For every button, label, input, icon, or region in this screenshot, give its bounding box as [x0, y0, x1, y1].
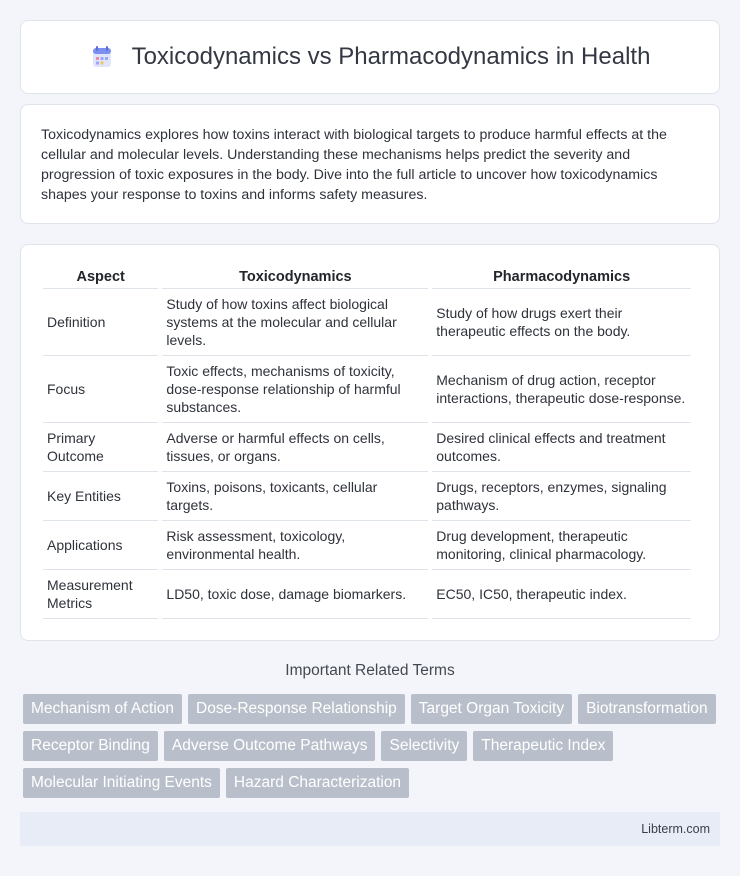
row-aspect: Focus	[43, 356, 158, 423]
related-terms-title: Important Related Terms	[285, 662, 455, 679]
comparison-table	[39, 267, 695, 619]
related-term-tag[interactable]: Target Organ Toxicity	[411, 694, 572, 724]
row-aspect: Definition	[43, 289, 158, 356]
related-term-tag[interactable]: Selectivity	[381, 731, 467, 761]
intro-card	[20, 104, 720, 224]
title-wrap	[90, 43, 651, 71]
header-toxicodynamics: Toxicodynamics	[162, 267, 428, 289]
related-term-tag[interactable]: Molecular Initiating Events	[23, 768, 220, 798]
row-toxicodynamics: Study of how toxins affect biological systems at the molecular and cellular levels.	[162, 289, 428, 356]
table-header-row	[43, 267, 691, 289]
related-term-tag[interactable]: Mechanism of Action	[23, 694, 182, 724]
related-term-tag[interactable]: Therapeutic Index	[473, 731, 613, 761]
row-pharmacodynamics: Desired clinical effects and treatment outcomes.	[432, 423, 691, 472]
row-toxicodynamics: LD50, toxic dose, damage biomarkers.	[162, 570, 428, 619]
row-aspect: Primary Outcome	[43, 423, 158, 472]
related-terms-list	[23, 694, 723, 798]
table-row	[43, 570, 691, 619]
header-card	[20, 20, 720, 94]
calendar-document-icon	[90, 45, 114, 69]
table-row	[43, 289, 691, 356]
row-pharmacodynamics: EC50, IC50, therapeutic index.	[432, 570, 691, 619]
row-pharmacodynamics: Drugs, receptors, enzymes, signaling pathways.	[432, 472, 691, 521]
footer	[20, 812, 720, 846]
header-pharmacodynamics: Pharmacodynamics	[432, 267, 691, 289]
related-term-tag[interactable]: Hazard Characterization	[226, 768, 409, 798]
related-term-tag[interactable]: Adverse Outcome Pathways	[164, 731, 376, 761]
row-aspect: Key Entities	[43, 472, 158, 521]
row-toxicodynamics: Toxins, poisons, toxicants, cellular targets.	[162, 472, 428, 521]
row-toxicodynamics: Risk assessment, toxicology, environmental health.	[162, 521, 428, 570]
related-term-tag[interactable]: Dose-Response Relationship	[188, 694, 405, 724]
table-row	[43, 472, 691, 521]
row-toxicodynamics: Toxic effects, mechanisms of toxicity, dose-response relationship of harmful substances.	[162, 356, 428, 423]
related-term-tag[interactable]: Receptor Binding	[23, 731, 158, 761]
row-aspect: Measurement Metrics	[43, 570, 158, 619]
table-row	[43, 521, 691, 570]
row-pharmacodynamics: Mechanism of drug action, receptor interactions, therapeutic dose-response.	[432, 356, 691, 423]
page-title: Toxicodynamics vs Pharmacodynamics in Health	[131, 43, 651, 70]
footer-site-link[interactable]: Libterm.com	[641, 822, 710, 836]
intro-paragraph: Toxicodynamics explores how toxins interact with biological targets to produce harmful effects at the cellular and molecular levels. Understanding these mechanisms helps predict the severity and progression of toxic exposures in the body. Dive into the full article to uncover how toxicodynamics shapes your response to toxins and informs safety measures.	[41, 127, 667, 203]
row-pharmacodynamics: Study of how drugs exert their therapeutic effects on the body.	[432, 289, 691, 356]
table-row	[43, 423, 691, 472]
comparison-card	[20, 244, 720, 641]
table-row	[43, 356, 691, 423]
row-pharmacodynamics: Drug development, therapeutic monitoring, clinical pharmacology.	[432, 521, 691, 570]
row-toxicodynamics: Adverse or harmful effects on cells, tissues, or organs.	[162, 423, 428, 472]
row-aspect: Applications	[43, 521, 158, 570]
related-term-tag[interactable]: Biotransformation	[578, 694, 715, 724]
header-aspect: Aspect	[43, 267, 158, 289]
